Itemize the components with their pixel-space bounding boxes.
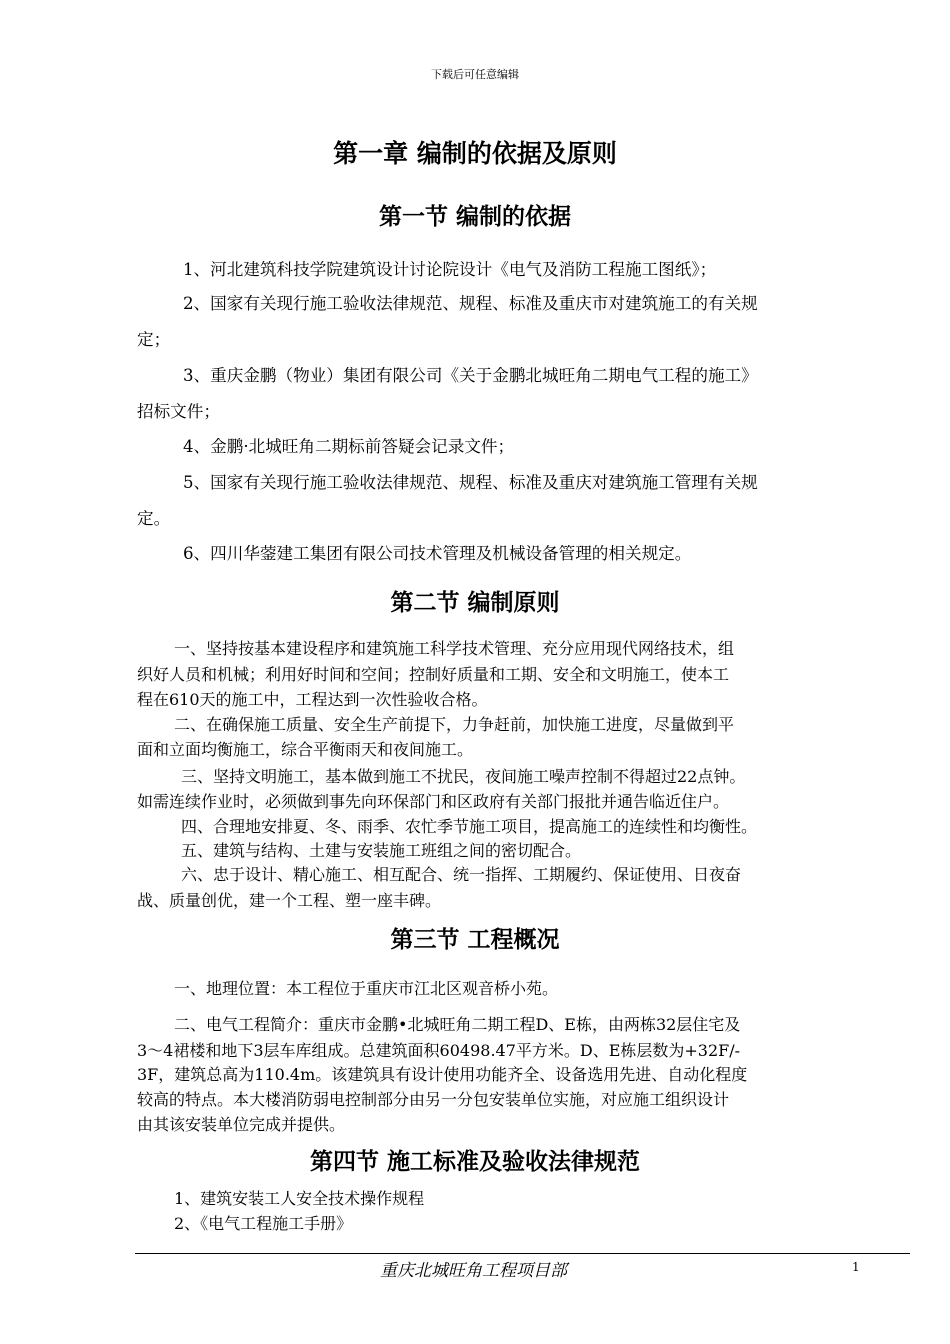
paragraph-line: 二、在确保施工质量、安全生产前提下，力争赶前，加快施工进度，尽量做到平 — [174, 715, 735, 734]
paragraph-line: 3～4裙楼和地下3层车库组成。总建筑面积60498.47平方米。D、E栋层数为+32F/- — [137, 1041, 741, 1060]
paragraph-line: 1、建筑安装工人安全技术操作规程 — [174, 1189, 425, 1208]
paragraph-line: 五、建筑与结构、土建与安装施工班组之间的密切配合。 — [181, 841, 582, 860]
section-1-title: 第一节 编制的依据 — [378, 203, 571, 230]
paragraph-line: 较高的特点。本大楼消防弱电控制部分由另一分包安装单位实施，对应施工组织设计 — [137, 1090, 730, 1109]
paragraph-line: 三、坚持文明施工，基本做到施工不扰民，夜间施工噪声控制不得超过22点钟。 — [181, 767, 746, 786]
paragraph-line: 6、四川华蓥建工集团有限公司技术管理及机械设备管理的相关规定。 — [183, 544, 692, 563]
paragraph-line: 二、电气工程简介：重庆市金鹏•北城旺角二期工程D、E栋，由两栋32层住宅及 — [174, 1015, 741, 1034]
page-number: 1 — [852, 1260, 860, 1274]
paragraph-line: 1、河北建筑科技学院建筑设计讨论院设计《电气及消防工程施工图纸》； — [183, 260, 717, 279]
chapter-title: 第一章 编制的依据及原则 — [333, 139, 617, 168]
paragraph-line: 一、坚持按基本建设程序和建筑施工科学技术管理、充分应用现代网络技术，组 — [174, 639, 735, 658]
paragraph-line: 招标文件； — [137, 402, 220, 421]
section-2-title: 第二节 编制原则 — [390, 589, 560, 616]
paragraph-line: 5、国家有关现行施工验收法律规范、规程、标准及重庆对建筑施工管理有关规 — [183, 473, 758, 492]
paragraph-line: 一、地理位置：本工程位于重庆市江北区观音桥小苑。 — [174, 979, 559, 998]
paragraph-line: 2、国家有关现行施工验收法律规范、规程、标准及重庆市对建筑施工的有关规 — [183, 294, 758, 313]
paragraph-line: 程在610天的施工中，工程达到一次性验收合格。 — [137, 690, 488, 709]
footer-project-name: 重庆北城旺角工程项目部 — [380, 1261, 567, 1281]
section-3-title: 第三节 工程概况 — [390, 926, 560, 953]
paragraph-line: 四、合理地安排夏、冬、雨季、农忙季节施工项目，提高施工的连续性和均衡性。 — [181, 817, 758, 836]
paragraph-line: 定。 — [137, 509, 171, 528]
paragraph-line: 3F，建筑总高为110.4m。该建筑具有设计使用功能齐全、设备选用先进、自动化程度 — [137, 1065, 748, 1084]
paragraph-line: 战、质量创优，建一个工程、塑一座丰碑。 — [137, 891, 442, 910]
paragraph-line: 面和立面均衡施工，综合平衡雨天和夜间施工。 — [137, 740, 474, 759]
paragraph-line: 六、忠于设计、精心施工、相互配合、统一指挥、工期履约、保证使用、日夜奋 — [181, 865, 742, 884]
paragraph-line: 如需连续作业时，必须做到事先向环保部门和区政府有关部门报批并通告临近住户。 — [137, 792, 730, 811]
paragraph-line: 定； — [137, 330, 171, 349]
paragraph-line: 织好人员和机械；利用好时间和空间；控制好质量和工期、安全和文明施工，使本工 — [137, 665, 730, 684]
paragraph-line: 2、《电气工程施工手册》 — [174, 1214, 353, 1233]
footer-divider — [135, 1253, 910, 1254]
page-header-note: 下载后可任意编辑 — [431, 68, 519, 81]
section-4-title: 第四节 施工标准及验收法律规范 — [309, 1148, 640, 1175]
paragraph-line: 4、金鹏·北城旺角二期标前答疑会记录文件； — [183, 437, 515, 456]
paragraph-line: 3、重庆金鹏（物业）集团有限公司《关于金鹏北城旺角二期电气工程的施工》 — [183, 366, 758, 385]
paragraph-line: 由其该安装单位完成并提供。 — [137, 1115, 346, 1134]
